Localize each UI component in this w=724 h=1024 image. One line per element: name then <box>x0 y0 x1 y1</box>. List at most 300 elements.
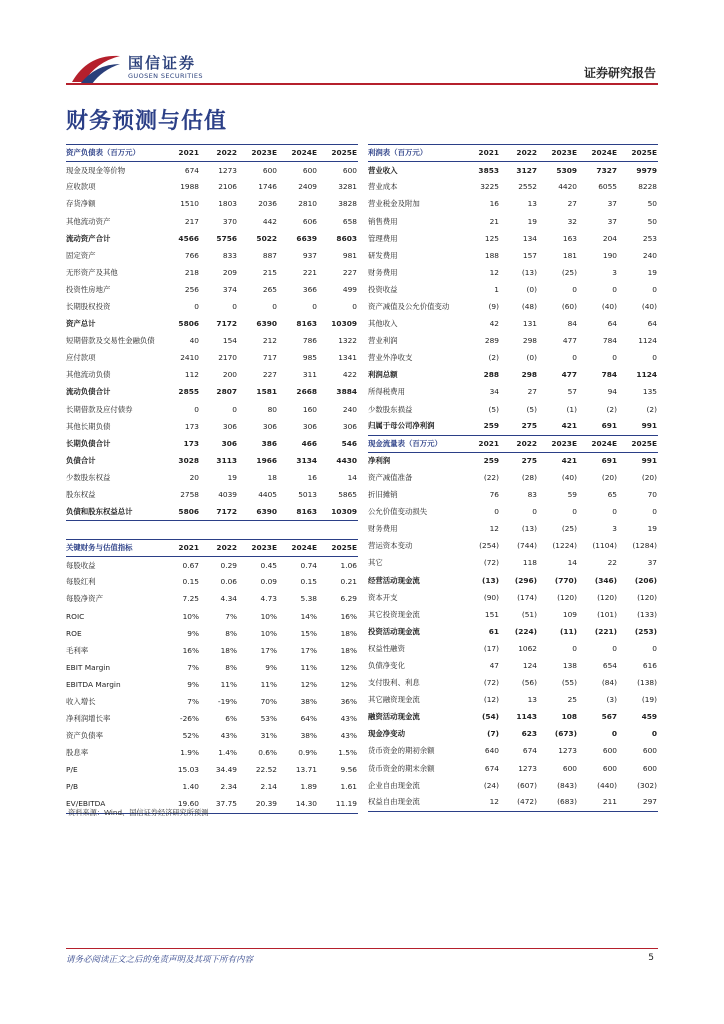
row-value: 134 <box>522 233 537 243</box>
table-row <box>368 657 658 674</box>
row-value: 8% <box>225 628 237 638</box>
row-label: 应付款项 <box>66 353 96 363</box>
table-row <box>368 555 658 572</box>
table-row <box>66 452 358 469</box>
row-value: 1581 <box>256 387 277 397</box>
row-value: 124 <box>522 660 537 670</box>
row-value: 14 <box>347 472 357 482</box>
row-label: 管理费用 <box>368 233 398 243</box>
table-row <box>66 625 358 642</box>
row-value: 32 <box>567 216 577 226</box>
row-value: 1124 <box>638 336 657 346</box>
row-value: 9.56 <box>340 765 357 775</box>
row-value: 600 <box>642 763 657 773</box>
row-value: 65 <box>607 490 617 500</box>
row-value: 421 <box>561 456 577 466</box>
row-value: 10309 <box>318 503 358 520</box>
year-header: 2023E <box>538 145 578 162</box>
row-value: 8603 <box>336 233 357 243</box>
table-row <box>66 779 358 796</box>
row-value: -19% <box>217 697 237 706</box>
row-value: (13) <box>521 524 537 534</box>
table-row <box>66 710 358 727</box>
row-value: 7% <box>187 697 199 706</box>
row-value: 31% <box>260 731 277 741</box>
table-row <box>368 179 658 196</box>
row-value: 674 <box>184 165 199 175</box>
row-value: (1) <box>566 404 577 414</box>
row-value: 125 <box>484 233 499 243</box>
row-value: 20.39 <box>238 796 278 813</box>
year-header: 2023E <box>238 540 278 557</box>
row-value: 19 <box>647 524 657 534</box>
row-value: (2) <box>488 353 499 363</box>
row-value: 0 <box>612 353 617 363</box>
row-value: 16% <box>182 645 199 655</box>
row-value: 4.73 <box>260 594 277 604</box>
table-row <box>66 435 358 452</box>
table-row <box>368 521 658 538</box>
table-row <box>368 674 658 691</box>
row-value: 306 <box>342 421 357 431</box>
row-value: 94 <box>607 387 617 397</box>
row-value: 43% <box>220 731 237 741</box>
row-label: 毛利率 <box>66 645 89 655</box>
row-value: (3) <box>606 695 617 705</box>
row-label: 净利润增长率 <box>66 714 111 724</box>
section-title: 财务预测与估值 <box>66 109 228 134</box>
row-value: 0 <box>352 302 357 311</box>
row-value: 306 <box>302 421 317 431</box>
row-label: 固定资产 <box>66 250 96 260</box>
table-row <box>368 777 658 794</box>
row-value: 1746 <box>258 182 277 192</box>
row-value: 3113 <box>216 455 237 465</box>
row-value: 370 <box>222 216 237 226</box>
row-value: 2410 <box>180 353 199 363</box>
row-value: (25) <box>561 524 577 534</box>
row-value: 11.19 <box>318 796 358 813</box>
row-label: 收入增长 <box>66 697 96 706</box>
row-value: 221 <box>302 267 317 277</box>
row-value: 0 <box>572 284 577 294</box>
row-value: 14.30 <box>278 796 318 813</box>
row-value: (224) <box>514 626 537 636</box>
row-value: 1322 <box>338 336 357 346</box>
row-value: 22 <box>607 558 617 568</box>
row-value: 691 <box>578 418 618 435</box>
row-value: 600 <box>642 746 657 756</box>
row-label: 财务费用 <box>368 524 398 534</box>
row-value: (11) <box>559 626 577 636</box>
row-value: 298 <box>522 336 537 346</box>
row-label: 研发费用 <box>368 250 398 260</box>
row-value: (72) <box>483 678 499 688</box>
row-value: (770) <box>554 575 577 585</box>
row-label: 负债净变化 <box>368 660 405 670</box>
row-value: 0.06 <box>220 577 237 587</box>
row-value: 674 <box>522 746 537 756</box>
row-label: 其它 <box>368 558 383 568</box>
table-row <box>368 469 658 486</box>
row-value: (13) <box>521 267 537 277</box>
year-header: 2024E <box>278 540 318 557</box>
table-row <box>368 589 658 606</box>
table-row <box>66 503 358 520</box>
row-value: 76 <box>489 490 499 500</box>
row-value: (54) <box>481 712 499 722</box>
row-value: (120) <box>637 592 657 602</box>
row-value: 4566 <box>178 233 199 243</box>
row-value: 658 <box>342 216 357 226</box>
row-label: 其它融资现金流 <box>368 695 420 705</box>
row-value: 7327 <box>596 165 617 175</box>
row-value: 15% <box>300 628 317 638</box>
row-value: 16% <box>340 611 357 621</box>
row-value: (40) <box>561 472 577 482</box>
row-value: 18% <box>340 628 357 638</box>
table-row <box>66 608 358 625</box>
row-value: 9979 <box>636 165 657 175</box>
row-value: (12) <box>483 695 499 705</box>
row-value: 12 <box>464 794 500 811</box>
row-value: 6390 <box>238 503 278 520</box>
row-value: 240 <box>642 250 657 260</box>
year-header: 2022 <box>500 435 538 452</box>
table-row <box>368 418 658 435</box>
row-value: 600 <box>602 746 617 756</box>
row-value: 256 <box>184 284 199 294</box>
row-value: 0 <box>652 643 657 653</box>
row-value: 12% <box>340 679 357 689</box>
row-label: P/E <box>66 765 78 775</box>
row-label: 归属于母公司净利润 <box>368 418 464 435</box>
row-value: 22.52 <box>255 765 277 775</box>
row-value: 135 <box>642 387 657 397</box>
row-label: 营业成本 <box>368 182 398 192</box>
row-value: 477 <box>561 370 577 380</box>
row-value: 14% <box>300 611 317 621</box>
table-row <box>66 557 358 574</box>
row-value: 209 <box>222 267 237 277</box>
table-row <box>368 486 658 503</box>
row-value: (90) <box>483 592 499 602</box>
row-value: 37 <box>607 199 617 209</box>
row-value: 691 <box>601 456 617 466</box>
row-value: 0 <box>572 353 577 363</box>
row-label: 财务费用 <box>368 267 398 277</box>
row-value: (28) <box>521 472 537 482</box>
row-value: 4405 <box>258 490 277 500</box>
row-label: 投资性房地产 <box>66 284 111 294</box>
row-value: 606 <box>302 216 317 226</box>
table-row <box>66 213 358 230</box>
year-header: 2025E <box>318 540 358 557</box>
row-value: 306 <box>221 438 237 448</box>
row-value: (120) <box>597 592 617 602</box>
row-label: 营业外净收支 <box>368 353 413 363</box>
row-value: 25 <box>567 695 577 705</box>
row-value: 1.61 <box>340 782 357 792</box>
row-value: 985 <box>302 353 317 363</box>
row-value: 7172 <box>200 503 238 520</box>
table-row <box>368 264 658 281</box>
row-value: (9) <box>488 302 499 311</box>
row-value: 9% <box>187 679 199 689</box>
row-value: 212 <box>262 336 277 346</box>
row-value: 422 <box>342 370 357 380</box>
row-label: P/B <box>66 782 79 792</box>
table-row <box>368 794 658 811</box>
row-value: (22) <box>483 472 499 482</box>
row-value: 11% <box>260 679 277 689</box>
row-label: 投资活动现金流 <box>368 626 420 636</box>
row-value: 34 <box>489 387 499 397</box>
row-label: 销售费用 <box>368 216 398 226</box>
row-value: 37 <box>647 558 657 568</box>
row-value: 311 <box>302 370 317 380</box>
row-label: 经营活动现金流 <box>368 575 420 585</box>
report-type-label: 证券研究报告 <box>583 66 656 80</box>
row-value: (1224) <box>552 541 577 551</box>
row-value: 12 <box>489 524 499 534</box>
row-label: 长期借款及应付债券 <box>66 404 133 414</box>
row-value: (101) <box>597 609 617 619</box>
row-value: 2855 <box>178 387 199 397</box>
row-value: 0.15 <box>182 577 199 587</box>
table-row <box>368 572 658 589</box>
table-row <box>66 315 358 332</box>
row-value: 215 <box>262 267 277 277</box>
row-value: 211 <box>578 794 618 811</box>
row-value: 306 <box>262 421 277 431</box>
row-value: (302) <box>637 780 657 790</box>
row-value: 13 <box>527 199 537 209</box>
row-value: 84 <box>567 319 577 329</box>
row-value: 265 <box>262 284 277 294</box>
row-value: 19.60 <box>162 796 200 813</box>
row-label: 其他长期负债 <box>66 421 111 431</box>
row-value: 1803 <box>218 199 237 209</box>
row-value: 717 <box>262 353 277 363</box>
row-value: 4420 <box>558 182 577 192</box>
row-label: 支付股利、利息 <box>368 678 420 688</box>
row-value: -26% <box>179 714 199 724</box>
row-value: 0 <box>272 302 277 311</box>
row-value: 5.38 <box>300 594 317 604</box>
row-value: 5309 <box>556 165 577 175</box>
row-value: 600 <box>262 165 277 175</box>
logo-chinese-name: 国信证券 <box>128 54 197 72</box>
row-value: 2810 <box>298 199 317 209</box>
row-value: 616 <box>642 660 657 670</box>
row-label: EBIT Margin <box>66 662 111 672</box>
row-value: 991 <box>641 456 657 466</box>
row-label: 资产总计 <box>66 319 96 329</box>
table-row <box>66 693 358 710</box>
year-header: 2022 <box>500 145 538 162</box>
row-value: 10309 <box>331 319 357 329</box>
row-value: 1.4% <box>218 748 237 758</box>
row-value: 275 <box>500 418 538 435</box>
row-value: (1284) <box>632 541 657 551</box>
row-value: 2.14 <box>260 782 277 792</box>
row-value: 2106 <box>218 182 237 192</box>
year-header: 2021 <box>464 435 500 452</box>
table-title: 关键财务与估值指标 <box>66 540 162 557</box>
row-value: 37.75 <box>200 796 238 813</box>
row-label: 投资收益 <box>368 284 398 294</box>
row-value: 766 <box>184 250 199 260</box>
row-value: 3127 <box>516 165 537 175</box>
table-row <box>66 298 358 315</box>
table-row <box>368 367 658 384</box>
row-value: 259 <box>483 456 499 466</box>
table-row <box>66 162 358 179</box>
row-value: 253 <box>642 233 657 243</box>
table-row <box>368 503 658 520</box>
table-row <box>368 401 658 418</box>
row-label: 现金净变动 <box>368 729 405 739</box>
row-value: 937 <box>302 250 317 260</box>
row-value: 0.45 <box>260 560 277 570</box>
row-value: 1966 <box>256 455 277 465</box>
row-value: 623 <box>521 729 537 739</box>
row-value: (254) <box>479 541 499 551</box>
row-value: 0 <box>612 643 617 653</box>
row-label: 存货净额 <box>66 199 96 209</box>
row-value: 1.9% <box>180 748 199 758</box>
row-value: (2) <box>646 404 657 414</box>
row-value: (84) <box>601 678 617 688</box>
row-value: 0.9% <box>298 748 317 758</box>
row-value: (19) <box>641 695 657 705</box>
table-title: 现金流量表（百万元） <box>368 435 464 452</box>
row-value: 108 <box>561 712 577 722</box>
row-value: 786 <box>302 336 317 346</box>
row-value: 227 <box>262 370 277 380</box>
row-value: 6055 <box>598 182 617 192</box>
table-row <box>368 162 658 179</box>
row-label: 流动资产合计 <box>66 233 111 243</box>
row-value: 1.89 <box>300 782 317 792</box>
row-value: 18% <box>220 645 237 655</box>
row-value: 6% <box>225 714 237 724</box>
row-value: 3853 <box>478 165 499 175</box>
row-value: 298 <box>521 370 537 380</box>
year-header: 2024E <box>578 145 618 162</box>
row-label: 其他流动负债 <box>66 370 111 380</box>
row-label: 货币资金的期初余额 <box>368 746 435 756</box>
row-value: (206) <box>634 575 657 585</box>
row-value: 3281 <box>338 182 357 192</box>
row-label: 每股收益 <box>66 560 96 570</box>
row-value: (24) <box>483 780 499 790</box>
table-row <box>66 574 358 591</box>
row-value: (40) <box>601 302 617 311</box>
row-value: 0 <box>612 507 617 517</box>
row-value: 0 <box>572 507 577 517</box>
table-row <box>66 486 358 503</box>
row-value: (440) <box>597 780 617 790</box>
row-value: 40 <box>189 336 199 346</box>
row-value: 0.6% <box>258 748 277 758</box>
row-label: 营业税金及附加 <box>368 199 420 209</box>
table-row <box>368 452 658 469</box>
row-value: 2.34 <box>220 782 237 792</box>
row-value: 1.40 <box>182 782 199 792</box>
row-value: 64 <box>647 319 657 329</box>
row-value: 151 <box>484 609 499 619</box>
year-header: 2025E <box>318 145 358 162</box>
row-value: 11% <box>220 679 237 689</box>
row-value: 27 <box>567 199 577 209</box>
row-value: (25) <box>561 267 577 277</box>
row-value: 3828 <box>338 199 357 209</box>
row-value: 374 <box>222 284 237 294</box>
row-value: 499 <box>342 284 357 294</box>
row-value: 1273 <box>518 763 537 773</box>
row-value: 306 <box>222 421 237 431</box>
row-value: 6390 <box>256 319 277 329</box>
row-value: 160 <box>302 404 317 414</box>
table-row <box>368 743 658 760</box>
row-value: 421 <box>538 418 578 435</box>
row-value: 0 <box>611 729 617 739</box>
table-row <box>66 762 358 779</box>
row-value: (40) <box>641 302 657 311</box>
row-value: (138) <box>637 678 657 688</box>
row-value: 10% <box>182 611 199 621</box>
table-row <box>368 281 658 298</box>
row-label: 股东权益 <box>66 490 96 500</box>
row-label: 少数股东权益 <box>66 472 111 482</box>
row-label: 资产减值及公允价值变动 <box>368 302 450 311</box>
row-value: 61 <box>488 626 499 636</box>
row-value: 1273 <box>558 746 577 756</box>
row-value: 50 <box>647 216 657 226</box>
guosen-logo-icon <box>70 52 122 86</box>
row-value: 163 <box>562 233 577 243</box>
table-row <box>368 640 658 657</box>
year-header: 2025E <box>618 435 658 452</box>
row-value: 218 <box>184 267 199 277</box>
row-label: 每股净资产 <box>66 594 103 604</box>
row-value: (5) <box>488 404 499 414</box>
row-value: 19 <box>227 472 237 482</box>
row-value: 13.71 <box>295 765 317 775</box>
row-value: 4430 <box>336 455 357 465</box>
row-value: 59 <box>567 490 577 500</box>
row-value: 275 <box>521 456 537 466</box>
row-value: (17) <box>483 643 499 653</box>
row-value: 366 <box>302 284 317 294</box>
row-value: (253) <box>634 626 657 636</box>
row-value: 8228 <box>638 182 657 192</box>
row-label: 折旧摊销 <box>368 490 398 500</box>
row-label: 企业自由现金流 <box>368 780 420 790</box>
row-value: 200 <box>222 370 237 380</box>
row-value: 80 <box>267 404 277 414</box>
row-label: 负债合计 <box>66 455 96 465</box>
row-value: (174) <box>517 592 537 602</box>
row-label: 流动负债合计 <box>66 387 111 397</box>
row-value: 131 <box>522 319 537 329</box>
row-value: 3134 <box>296 455 317 465</box>
year-header: 2022 <box>200 145 238 162</box>
year-header: 2023E <box>238 145 278 162</box>
year-header: 2022 <box>200 540 238 557</box>
